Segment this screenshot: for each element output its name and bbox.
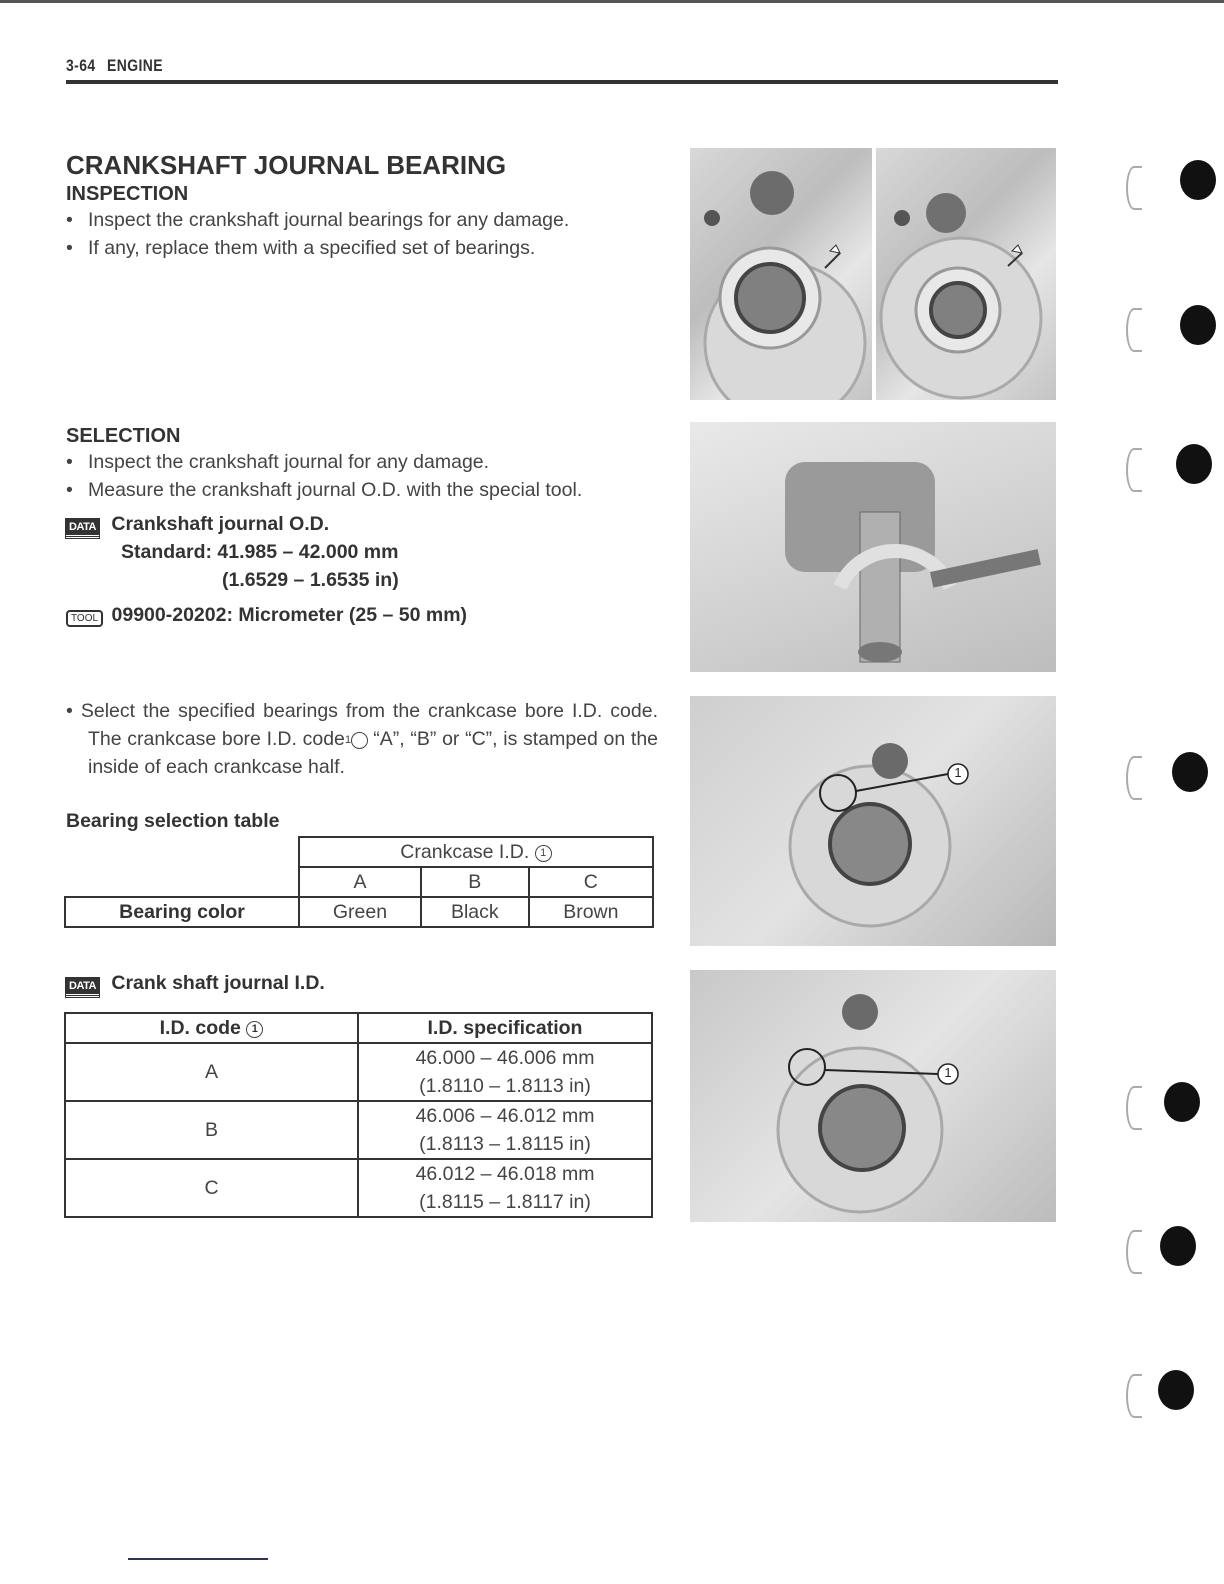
id-spec-c: 46.012 – 46.018 mm (1.8115 – 1.8117 in) bbox=[358, 1159, 652, 1217]
photo-bearing-right bbox=[876, 148, 1056, 400]
id-code-b: B bbox=[65, 1101, 358, 1159]
select-bearings-paragraph: • Select the specified bearings from the crankcase bore I.D. code. The crankcase bore I.D. code 1 “A”, “B” or “C”, is stamped on the inside of each crankcase half. bbox=[66, 700, 659, 778]
id-spec-b: 46.006 – 46.012 mm (1.8113 – 1.8115 in) bbox=[358, 1101, 652, 1159]
id-spec-a: 46.000 – 46.006 mm (1.8110 – 1.8113 in) bbox=[358, 1043, 652, 1101]
tool-spec: 09900-20202: Micrometer (25 – 50 mm) bbox=[111, 604, 468, 626]
table-row bbox=[65, 1159, 652, 1217]
row-label-bearing-color: Bearing color bbox=[65, 897, 299, 927]
binder-tab bbox=[1126, 166, 1142, 210]
empty-corner bbox=[65, 837, 299, 867]
photo-crankcase-code-2 bbox=[690, 970, 1056, 1222]
binder-tab bbox=[1126, 1086, 1142, 1130]
binder-tab bbox=[1180, 160, 1216, 200]
callout-1: 1 bbox=[954, 765, 962, 780]
binder-tab bbox=[1158, 1370, 1194, 1410]
col-header-c: C bbox=[529, 867, 653, 897]
od-title: Crankshaft journal O.D. bbox=[111, 513, 330, 535]
crankcase-photo-illustration bbox=[690, 970, 1056, 1222]
inspection-bullet-1: • Inspect the crankshaft journal bearings for any damage. bbox=[66, 209, 570, 231]
section-name: ENGINE bbox=[107, 56, 163, 75]
photo-crankshaft-micrometer bbox=[690, 422, 1056, 672]
binder-tab bbox=[1172, 752, 1208, 792]
data-spec-journal-id bbox=[66, 972, 325, 997]
binder-tab bbox=[1126, 1374, 1142, 1418]
crankcase-photo-illustration bbox=[690, 696, 1056, 946]
table-row bbox=[65, 1101, 652, 1159]
journal-title: Crank shaft journal I.D. bbox=[111, 972, 325, 994]
id-code-c: C bbox=[65, 1159, 358, 1217]
bearing-photo-illustration bbox=[876, 148, 1056, 400]
binder-tab bbox=[1176, 444, 1212, 484]
callout-marker: 1 bbox=[351, 732, 368, 749]
selection-bullet-2: • Measure the crankshaft journal O.D. with the special tool. bbox=[66, 479, 583, 501]
od-standard-inch: (1.6529 – 1.6535 in) bbox=[222, 569, 399, 591]
binder-tab bbox=[1126, 1230, 1142, 1274]
empty-corner-2 bbox=[65, 867, 299, 897]
crankshaft-photo-illustration bbox=[690, 422, 1056, 672]
binder-tab bbox=[1164, 1082, 1200, 1122]
footer-line bbox=[128, 1558, 268, 1560]
running-header bbox=[66, 56, 174, 76]
photo-crankcase-code-1 bbox=[690, 696, 1056, 946]
callout-1: 1 bbox=[944, 1065, 952, 1080]
selection-heading: SELECTION bbox=[66, 425, 181, 447]
od-standard: Standard: 41.985 – 42.000 mm bbox=[121, 541, 399, 563]
bearing-color-b: Black bbox=[421, 897, 529, 927]
binder-tab bbox=[1180, 305, 1216, 345]
selection-bullet-1: • Inspect the crankshaft journal for any damage. bbox=[66, 451, 490, 473]
bearing-table-caption: Bearing selection table bbox=[66, 810, 280, 832]
binder-tab bbox=[1126, 756, 1142, 800]
photo-bearing-left bbox=[690, 148, 872, 400]
col-header-a: A bbox=[299, 867, 421, 897]
col-header-id-spec: I.D. specification bbox=[358, 1013, 652, 1043]
binder-tab bbox=[1126, 308, 1142, 352]
inspection-heading: INSPECTION bbox=[66, 183, 189, 205]
id-code-a: A bbox=[65, 1043, 358, 1101]
bearing-selection-table bbox=[64, 836, 654, 928]
bearing-color-c: Brown bbox=[529, 897, 653, 927]
page-title: CRANKSHAFT JOURNAL BEARING bbox=[66, 150, 507, 180]
col-header-b: B bbox=[421, 867, 529, 897]
crankcase-id-header: Crankcase I.D. 1 bbox=[299, 837, 653, 867]
tool-icon: TOOL bbox=[66, 610, 103, 627]
bearing-color-a: Green bbox=[299, 897, 421, 927]
header-rule bbox=[66, 80, 1058, 84]
data-spec-od bbox=[66, 513, 329, 538]
col-header-id-code: I.D. code 1 bbox=[65, 1013, 358, 1043]
table-row bbox=[65, 1043, 652, 1101]
binder-tab bbox=[1126, 448, 1142, 492]
data-icon: DATA bbox=[66, 978, 99, 997]
top-edge-line bbox=[0, 0, 1224, 3]
data-icon: DATA bbox=[66, 519, 99, 538]
binder-tab bbox=[1160, 1226, 1196, 1266]
special-tool bbox=[66, 604, 467, 627]
bearing-photo-illustration bbox=[690, 148, 872, 400]
inspection-bullet-2: • If any, replace them with a specified set of bearings. bbox=[66, 237, 536, 259]
journal-id-table bbox=[64, 1012, 653, 1218]
page-number: 3-64 bbox=[66, 56, 96, 75]
